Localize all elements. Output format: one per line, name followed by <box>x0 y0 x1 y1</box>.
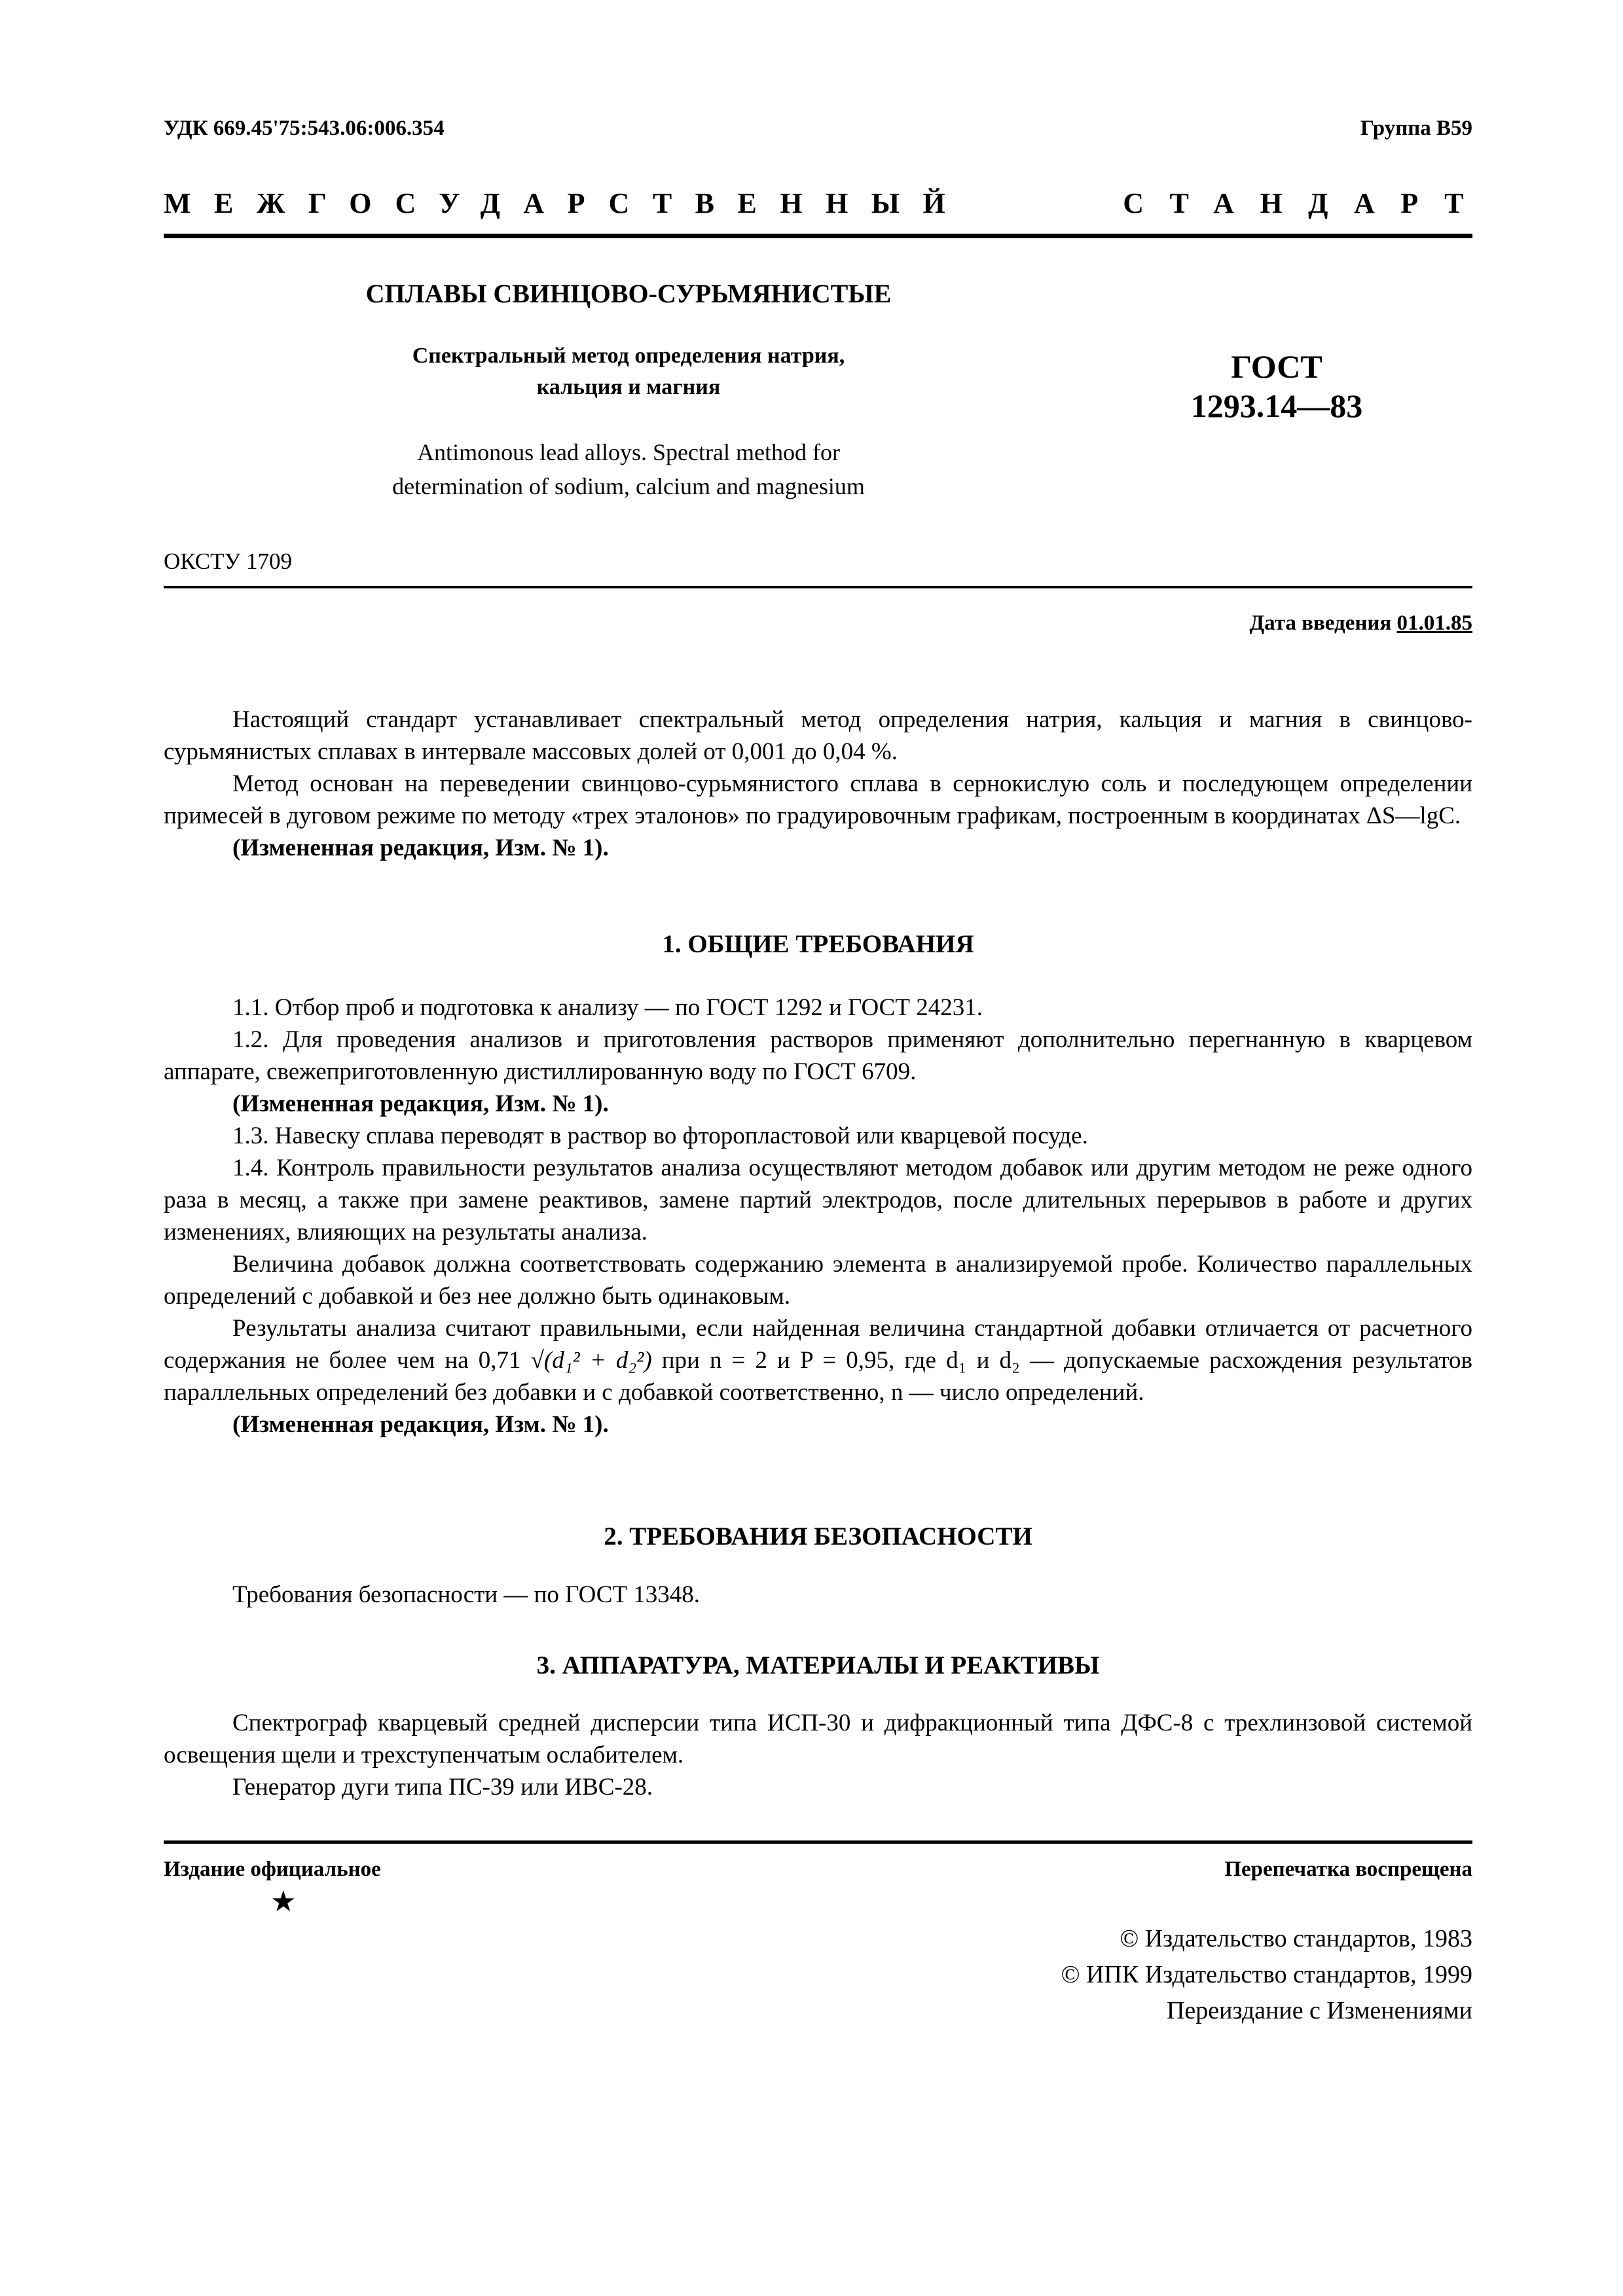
reissue-note: Переиздание с Изменениями <box>1166 1997 1472 2024</box>
subtitle-line-1: Спектральный метод определения натрия, <box>412 344 845 368</box>
intro-date-value: 01.01.85 <box>1396 611 1472 635</box>
intro-section <box>164 704 1472 864</box>
section-2-body <box>164 1579 1472 1611</box>
section-1-body <box>164 992 1472 1441</box>
banner-word-interstate: МЕЖГОСУДАРСТВЕННЫЙ <box>164 187 969 219</box>
gost-designation <box>1165 347 1388 425</box>
clause-1-4: 1.4. Контроль правильности результатов анализа осуществляют методом добавок или другим методом не реже одного раза в месяц, а также при замене реактивов, замене партий электродов, после длительных перерывов в работе и других изменениях, влияющих на результаты анализа. <box>164 1155 1472 1246</box>
banner-rule <box>164 234 1472 238</box>
spectrograph-description: Спектрограф кварцевый средней дисперсии типа ИСП-30 и дифракционный типа ДФС-8 с трехлинзовой системой освещения щели и трехступенчатым ослабителем. <box>164 1710 1472 1768</box>
header-bottom-rule <box>164 586 1472 588</box>
clause-1-2: 1.2. Для проведения анализов и приготовления растворов применяют дополнительно перегнанную в кварцевом аппарате, свежеприготовленную дистиллированную воду по ГОСТ 6709. <box>164 1026 1472 1085</box>
section-3-title: 3. АППАРАТУРА, МАТЕРИАЛЫ И РЕАКТИВЫ <box>536 1651 1100 1679</box>
intro-paragraph-2: Метод основан на переведении свинцово-сурьмянистого сплава в сернокислую соль и последующем определении примесей в дуговом режиме по методу «трех эталонов» по градуировочным графикам, построенным в координатах ΔS—lgC. <box>164 770 1472 829</box>
udk-code: УДК 669.45'75:543.06:006.354 <box>164 117 445 140</box>
gost-label: ГОСТ <box>1231 348 1322 385</box>
arc-generator: Генератор дуги типа ПС-39 или ИВС-28. <box>232 1774 653 1801</box>
intro-paragraph-1: Настоящий стандарт устанавливает спектральный метод определения натрия, кальция и магния в свинцово-сурьмянистых сплавах в интервале массовых долей от 0,001 до 0,04 %. <box>164 706 1472 765</box>
document-subtitle <box>347 340 910 403</box>
okstu-code: ОКСТУ 1709 <box>164 548 293 574</box>
results-text-end: при n = 2 и P = 0,95, где d₁ и d₂ — допускаемые расхождения результатов параллельных определений без добавки и с добавкой соответственно, n — число определений. <box>164 1347 1472 1406</box>
results-text-start: Результаты анализа считают правильными, если найденная величина стандартной добавки отличается от расчетного содержания не более чем на 0,71 <box>164 1315 1472 1374</box>
intro-date-label: Дата введения <box>1249 611 1392 635</box>
document-title: СПЛАВЫ СВИНЦОВО-СУРЬМЯНИСТЫЕ <box>365 279 892 308</box>
clause-1-1: 1.1. Отбор проб и подготовка к анализу — по ГОСТ 1292 и ГОСТ 24231. <box>232 994 983 1021</box>
safety-requirements: Требования безопасности — по ГОСТ 13348. <box>232 1581 701 1608</box>
banner-word-standard: СТАНДАРТ <box>1123 187 1489 219</box>
header-row <box>164 111 1472 151</box>
intro-date <box>1249 611 1472 636</box>
document-page <box>164 0 1489 2296</box>
copyright-1983: © Издательство стандартов, 1983 <box>1120 1925 1472 1952</box>
standard-banner <box>164 187 1489 226</box>
clause-1-3: 1.3. Навеску сплава переводят в раствор во фторопластовой или кварцевой посуде. <box>232 1122 1088 1149</box>
section-3-body <box>164 1707 1472 1803</box>
clause-1-4-results <box>164 1312 1472 1408</box>
english-line-2: determination of sodium, calcium and magnesium <box>392 473 865 499</box>
gost-number: 1293.14—83 <box>1190 387 1363 424</box>
group-code: Группа В59 <box>1360 117 1472 140</box>
clause-1-2-amendment-note: (Измененная редакция, Изм. № 1). <box>232 1090 609 1117</box>
copyright-block <box>687 1921 1472 2029</box>
clause-1-4-additions: Величина добавок должна соответствовать содержанию элемента в анализируемой пробе. Количество параллельных определений с добавкой и без нее должно быть одинаковым. <box>164 1251 1472 1310</box>
footer-rule <box>164 1840 1472 1844</box>
section-1-title: 1. ОБЩИЕ ТРЕБОВАНИЯ <box>662 930 974 958</box>
clause-1-4-amendment-note: (Измененная редакция, Изм. № 1). <box>232 1411 609 1438</box>
subtitle-line-2: кальция и магния <box>536 375 721 399</box>
tolerance-formula: √(d₁² + d₂²) <box>530 1347 652 1374</box>
section-2-title: 2. ТРЕБОВАНИЯ БЕЗОПАСНОСТИ <box>604 1522 1032 1551</box>
intro-amendment-note: (Измененная редакция, Изм. № 1). <box>232 834 609 861</box>
copyright-1999: © ИПК Издательство стандартов, 1999 <box>1061 1961 1472 1988</box>
english-line-1: Antimonous lead alloys. Spectral method for <box>417 439 840 465</box>
reprint-prohibited: Перепечатка воспрещена <box>1224 1857 1472 1881</box>
english-title <box>347 435 910 503</box>
star-icon: ★ <box>270 1886 297 1918</box>
official-edition: Издание официальное <box>164 1857 381 1881</box>
